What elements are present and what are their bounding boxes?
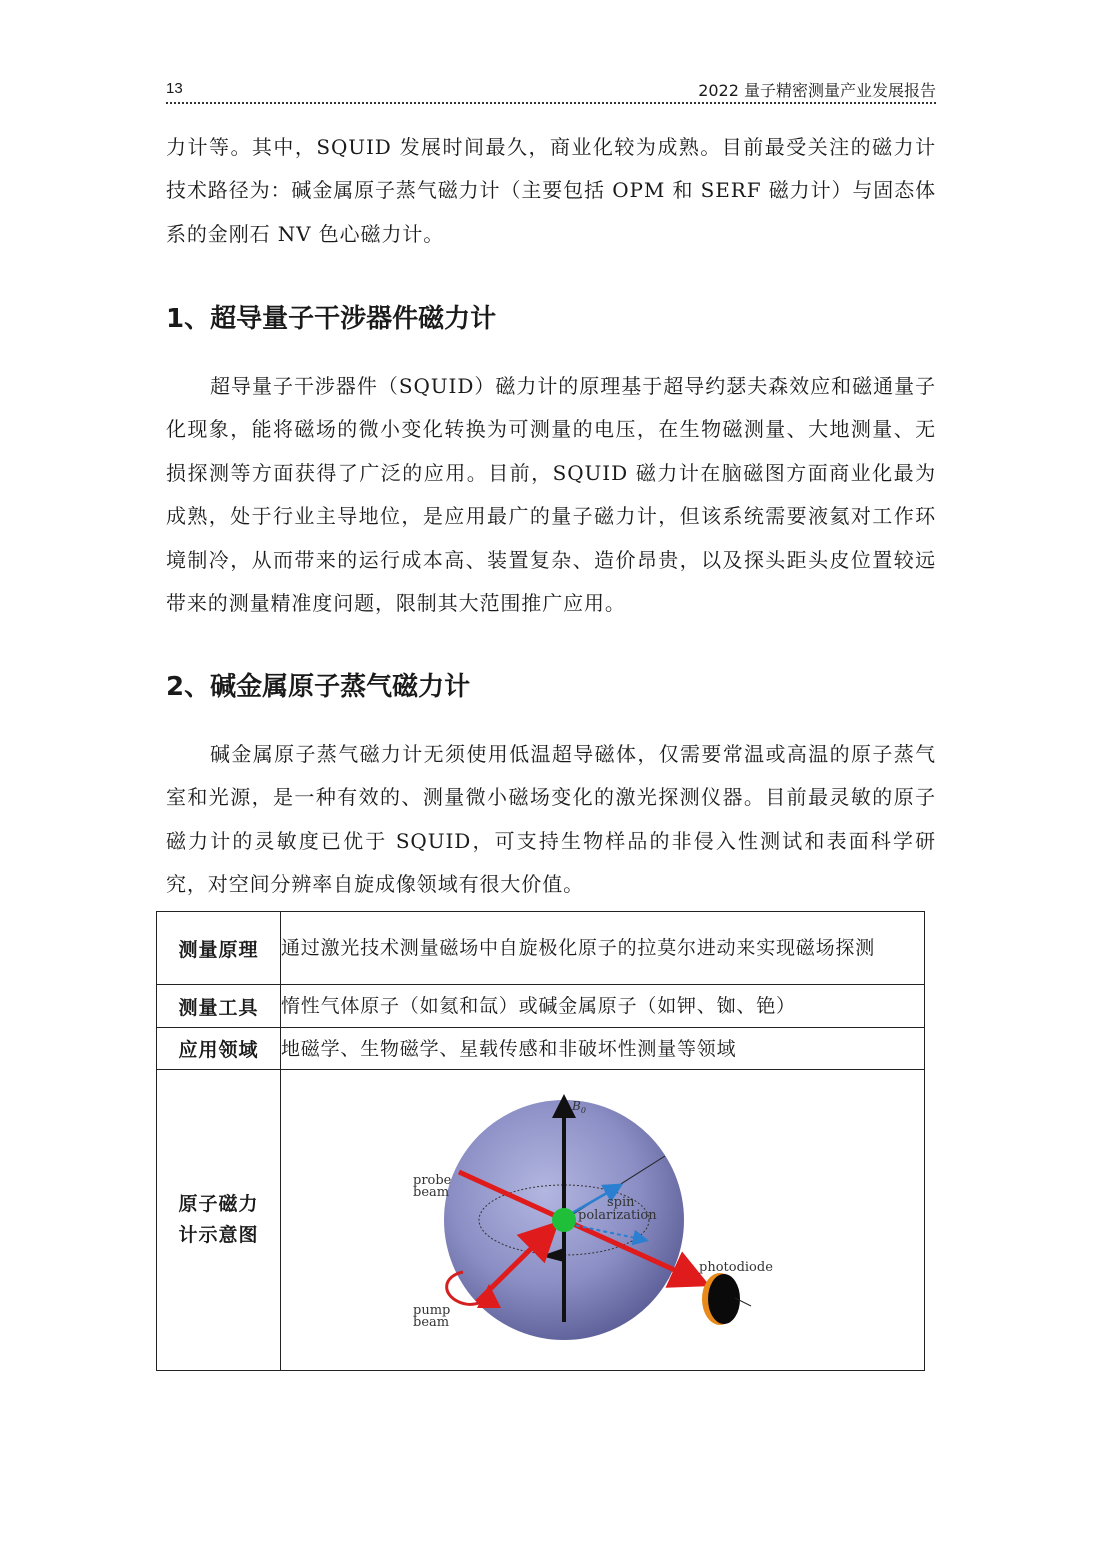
table-row	[157, 1070, 925, 1371]
section-2-body: 碱金属原子蒸气磁力计无须使用低温超导磁体，仅需要常温或高温的原子蒸气室和光源，是一种有效的、测量微小磁场变化的激光探测仪器。目前最灵敏的原子磁力计的灵敏度已优于 SQUID，可支持生物样品的非侵入性测试和表面科学研究，对空间分辨率自旋成像领域有很大价值。	[166, 742, 936, 897]
photodiode-label: photodiode	[699, 1260, 773, 1275]
row-value-tools: 惰性气体原子（如氦和氙）或碱金属原子（如钾、铷、铯）	[281, 985, 925, 1028]
section-2-heading: 2、碱金属原子蒸气磁力计	[166, 672, 471, 702]
pump-beam-label: pump beam	[413, 1303, 451, 1330]
atom-dot	[552, 1208, 576, 1232]
section-1-body: 超导量子干涉器件（SQUID）磁力计的原理基于超导约瑟夫森效应和磁通量子化现象，能将磁场的微小变化转换为可测量的电压，在生物磁测量、大地测量、无损探测等方面获得了广泛的应用。目前，SQUID 磁力计在脑磁图方面商业化最为成熟，处于行业主导地位，是应用最广的量子磁力计，但该系统需要液氦对工作环境制冷，从而带来的运行成本高、装置复杂、造价昂贵，以及探头距头皮位置较远带来的测量精准度问题，限制其大范围推广应用。	[166, 374, 936, 616]
intro-paragraph: 力计等。其中，SQUID 发展时间最久，商业化较为成熟。目前最受关注的磁力计技术路径为：碱金属原子蒸气磁力计（主要包括 OPM 和 SERF 磁力计）与固态体系的金刚石 NV 色心磁力计。	[166, 135, 936, 246]
diagram-label-line-1: 原子磁力	[178, 1193, 259, 1215]
magnetometer-info-table	[156, 911, 925, 1371]
table-row	[157, 912, 925, 985]
spin-polarization-label: spin polarization	[578, 1195, 657, 1223]
diagram-label-line-2: 计示意图	[178, 1224, 259, 1246]
row-value-principle: 通过激光技术测量磁场中自旋极化原子的拉莫尔进动来实现磁场探测	[281, 912, 925, 985]
b0-label: $B_0$	[572, 1099, 586, 1115]
row-label-principle: 测量原理	[157, 912, 281, 985]
probe-beam-label: probe beam	[413, 1173, 452, 1200]
diagram-svg	[413, 1090, 789, 1352]
running-title: 2022 量子精密测量产业发展报告	[698, 81, 936, 100]
row-label-tools: 测量工具	[157, 985, 281, 1028]
section-1-heading: 1、超导量子干涉器件磁力计	[166, 304, 497, 334]
photodiode-detector	[708, 1274, 740, 1324]
row-value-application: 地磁学、生物磁学、星载传感和非破坏性测量等领域	[281, 1028, 925, 1070]
diagram-cell	[281, 1070, 925, 1371]
row-label-diagram	[157, 1070, 281, 1371]
page-header	[166, 74, 936, 104]
atomic-magnetometer-diagram	[281, 1072, 924, 1368]
row-label-application: 应用领域	[157, 1028, 281, 1070]
table-row	[157, 985, 925, 1028]
page-number: 13	[166, 80, 183, 97]
table-row	[157, 1028, 925, 1070]
